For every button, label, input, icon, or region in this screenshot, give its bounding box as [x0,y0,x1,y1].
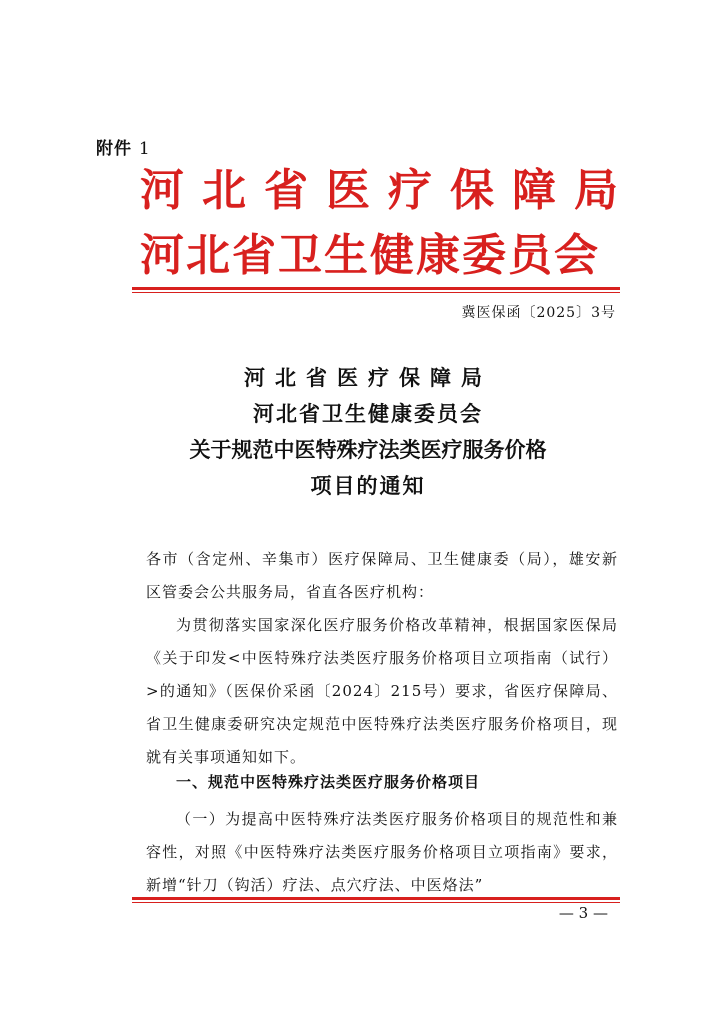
footer-red-rule-thin [132,902,620,903]
page-number: — 3 — [558,904,608,922]
letterhead-org-1: 河北省医疗保障局 [140,165,636,216]
attachment-text: 附件 [96,139,132,159]
letterhead-red-rule [132,287,620,290]
document-number: 冀医保函〔2025〕3号 [461,305,616,321]
title-line-3: 关于规范中医特殊疗法类医疗服务价格 [189,437,547,462]
intro-paragraph: 为贯彻落实国家深化医疗服务价格改革精神，根据国家医保局《关于印发<中医特殊疗法类医疗服务价格项目立项指南（试行）>的通知》（医保价采函〔2024〕215号）要求，省医疗保障局、省卫生健康委研究决定规范中医特殊疗法类医疗服务价格项目，现就有关事项通知如下。 [146,616,618,766]
letterhead-red-rule-thin [132,292,620,293]
footer-red-rule [132,897,620,900]
title-line-1: 河北省医疗保障局 [244,365,492,390]
title-line-2: 河北省卫生健康委员会 [253,401,483,426]
attachment-number: 1 [138,139,151,159]
title-line-4: 项目的通知 [310,473,426,498]
attachment-label [96,134,151,159]
item-1-paragraph: （一）为提高中医特殊疗法类医疗服务价格项目的规范性和兼容性，对照《中医特殊疗法类医疗服务价格项目立项指南》要求，新增“针刀（钩活）疗法、点穴疗法、中医烙法” [146,810,618,894]
salutation-paragraph: 各市（含定州、辛集市）医疗保障局、卫生健康委（局），雄安新区管委会公共服务局，省直各医疗机构： [146,550,618,601]
section-heading-1: 一、规范中医特殊疗法类医疗服务价格项目 [176,773,481,791]
letterhead-org-2: 河北省卫生健康委员会 [140,230,600,281]
